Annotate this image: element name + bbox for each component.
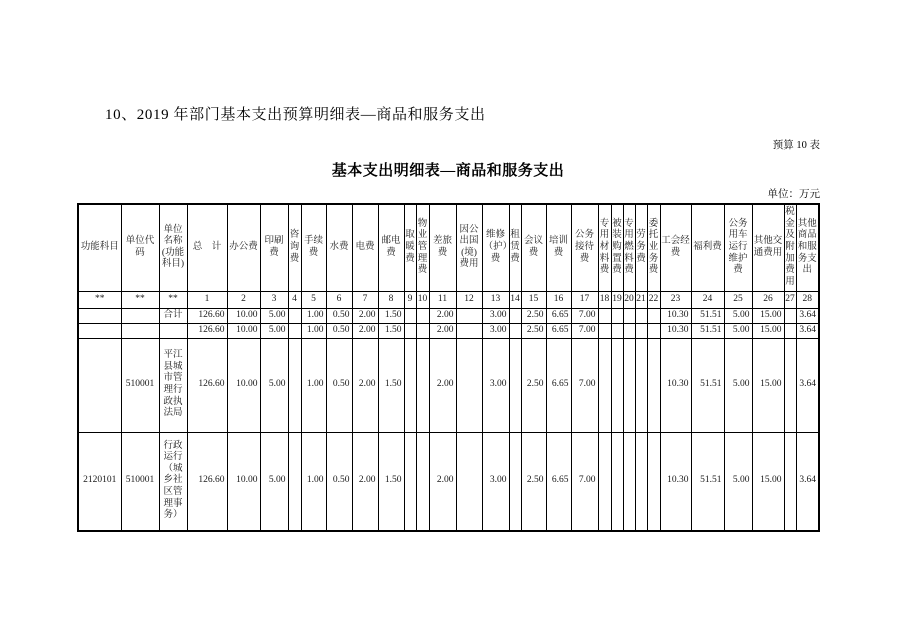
column-code-11: 8 (378, 291, 404, 308)
column-code-1: ** (78, 291, 121, 308)
column-code-2: ** (121, 291, 159, 308)
column-header-30: 税金及附加费用 (784, 204, 796, 291)
value-cell-16: 6.65 (546, 323, 571, 338)
value-cell-3: 5.00 (260, 323, 288, 338)
table-row (78, 308, 819, 323)
table-title: 基本支出明细表—商品和服务支出 (331, 163, 565, 179)
value-cell-26: 15.00 (752, 308, 784, 323)
unit-code-cell: 510001 (121, 432, 159, 531)
value-cell-24: 51.51 (691, 323, 724, 338)
column-header-26: 工会经费 (660, 204, 691, 291)
value-cell-9 (404, 432, 416, 531)
value-cell-23: 10.30 (660, 308, 691, 323)
value-cell-12 (456, 323, 482, 338)
value-cell-12 (456, 308, 482, 323)
unit-code-cell (121, 323, 159, 338)
column-header-19: 培训费 (546, 204, 571, 291)
value-cell-4 (288, 432, 301, 531)
column-header-16: 维修（护）费 (482, 204, 509, 291)
unit-name-cell: 合计 (159, 308, 187, 323)
value-cell-25: 5.00 (724, 308, 752, 323)
value-cell-21 (635, 432, 647, 531)
value-cell-3: 5.00 (260, 338, 288, 432)
column-code-4: 1 (187, 291, 227, 308)
value-cell-3: 5.00 (260, 308, 288, 323)
column-header-1: 功能科目 (78, 204, 121, 291)
column-header-17: 租赁费 (509, 204, 521, 291)
value-cell-13: 3.00 (482, 338, 509, 432)
value-cell-26: 15.00 (752, 432, 784, 531)
value-cell-11: 2.00 (429, 432, 456, 531)
value-cell-20 (623, 338, 635, 432)
value-cell-25: 5.00 (724, 323, 752, 338)
column-code-23: 20 (623, 291, 635, 308)
value-cell-22 (647, 432, 660, 531)
value-cell-25: 5.00 (724, 432, 752, 531)
value-cell-7: 2.00 (352, 338, 378, 432)
value-cell-12 (456, 432, 482, 531)
value-cell-14 (509, 308, 521, 323)
value-cell-25: 5.00 (724, 338, 752, 432)
value-cell-21 (635, 323, 647, 338)
column-header-27: 福利费 (691, 204, 724, 291)
value-cell-10 (416, 432, 429, 531)
value-cell-10 (416, 323, 429, 338)
value-cell-27 (784, 432, 796, 531)
value-cell-7: 2.00 (352, 308, 378, 323)
value-cell-22 (647, 338, 660, 432)
value-cell-13: 3.00 (482, 308, 509, 323)
value-cell-16: 6.65 (546, 432, 571, 531)
value-cell-6: 0.50 (326, 338, 352, 432)
value-cell-24: 51.51 (691, 308, 724, 323)
value-cell-7: 2.00 (352, 432, 378, 531)
value-cell-21 (635, 338, 647, 432)
value-cell-6: 0.50 (326, 308, 352, 323)
value-cell-4 (288, 308, 301, 323)
column-header-4: 总 计 (187, 204, 227, 291)
column-header-7: 咨询费 (288, 204, 301, 291)
column-header-23: 专用燃料费 (623, 204, 635, 291)
column-code-7: 4 (288, 291, 301, 308)
header-code-row (78, 291, 819, 308)
value-cell-15: 2.50 (521, 308, 546, 323)
column-code-12: 9 (404, 291, 416, 308)
value-cell-18 (598, 432, 611, 531)
column-header-28: 公务用车运行维护费 (724, 204, 752, 291)
value-cell-21 (635, 308, 647, 323)
column-code-31: 28 (796, 291, 819, 308)
value-cell-27 (784, 338, 796, 432)
value-cell-28: 3.64 (796, 432, 819, 531)
value-cell-17: 7.00 (571, 338, 598, 432)
value-cell-28: 3.64 (796, 323, 819, 338)
unit-name-cell: 平江县城市管理行政执法局 (159, 338, 187, 432)
column-code-28: 25 (724, 291, 752, 308)
column-code-17: 14 (509, 291, 521, 308)
budget-table (77, 203, 820, 532)
column-code-5: 2 (227, 291, 260, 308)
column-code-18: 15 (521, 291, 546, 308)
column-code-24: 21 (635, 291, 647, 308)
value-cell-9 (404, 338, 416, 432)
table-row (78, 323, 819, 338)
column-code-20: 17 (571, 291, 598, 308)
table-row (78, 432, 819, 531)
value-cell-24: 51.51 (691, 338, 724, 432)
value-cell-2: 10.00 (227, 308, 260, 323)
value-cell-11: 2.00 (429, 338, 456, 432)
value-cell-13: 3.00 (482, 432, 509, 531)
column-code-27: 24 (691, 291, 724, 308)
unit-label: 单位：万元 (767, 189, 820, 200)
value-cell-26: 15.00 (752, 323, 784, 338)
column-header-9: 水费 (326, 204, 352, 291)
value-cell-17: 7.00 (571, 432, 598, 531)
value-cell-17: 7.00 (571, 308, 598, 323)
column-code-13: 10 (416, 291, 429, 308)
value-cell-23: 10.30 (660, 432, 691, 531)
value-cell-19 (611, 432, 623, 531)
value-cell-8: 1.50 (378, 338, 404, 432)
value-cell-19 (611, 338, 623, 432)
value-cell-15: 2.50 (521, 323, 546, 338)
column-code-10: 7 (352, 291, 378, 308)
column-code-6: 3 (260, 291, 288, 308)
column-header-25: 委托业务费 (647, 204, 660, 291)
table-row (78, 338, 819, 432)
table-header (78, 204, 819, 308)
value-cell-8: 1.50 (378, 432, 404, 531)
column-header-21: 专用材料费 (598, 204, 611, 291)
column-header-15: 因公出国(境)费用 (456, 204, 482, 291)
value-cell-15: 2.50 (521, 338, 546, 432)
column-header-31: 其他商品和服务支出 (796, 204, 819, 291)
value-cell-19 (611, 323, 623, 338)
value-cell-13: 3.00 (482, 323, 509, 338)
column-code-30: 27 (784, 291, 796, 308)
value-cell-2: 10.00 (227, 323, 260, 338)
column-header-8: 手续费 (301, 204, 326, 291)
column-header-18: 会议费 (521, 204, 546, 291)
value-cell-18 (598, 338, 611, 432)
value-cell-8: 1.50 (378, 323, 404, 338)
column-header-5: 办公费 (227, 204, 260, 291)
column-header-2: 单位代码 (121, 204, 159, 291)
value-cell-18 (598, 308, 611, 323)
column-code-22: 19 (611, 291, 623, 308)
value-cell-8: 1.50 (378, 308, 404, 323)
value-cell-9 (404, 308, 416, 323)
value-cell-26: 15.00 (752, 338, 784, 432)
func-code-cell: 2120101 (78, 432, 121, 531)
column-code-25: 22 (647, 291, 660, 308)
value-cell-14 (509, 323, 521, 338)
value-cell-18 (598, 323, 611, 338)
value-cell-5: 1.00 (301, 308, 326, 323)
value-cell-20 (623, 323, 635, 338)
column-code-8: 5 (301, 291, 326, 308)
column-header-10: 电费 (352, 204, 378, 291)
column-code-29: 26 (752, 291, 784, 308)
column-header-14: 差旅费 (429, 204, 456, 291)
value-cell-5: 1.00 (301, 432, 326, 531)
value-cell-7: 2.00 (352, 323, 378, 338)
value-cell-5: 1.00 (301, 338, 326, 432)
value-cell-1: 126.60 (187, 323, 227, 338)
value-cell-6: 0.50 (326, 323, 352, 338)
value-cell-14 (509, 338, 521, 432)
value-cell-10 (416, 338, 429, 432)
header-label-row (78, 204, 819, 291)
value-cell-20 (623, 432, 635, 531)
column-header-11: 邮电费 (378, 204, 404, 291)
value-cell-1: 126.60 (187, 338, 227, 432)
column-header-22: 被装购置费 (611, 204, 623, 291)
budget-table-number: 预算 10 表 (772, 140, 820, 151)
value-cell-15: 2.50 (521, 432, 546, 531)
value-cell-6: 0.50 (326, 432, 352, 531)
value-cell-1: 126.60 (187, 308, 227, 323)
value-cell-16: 6.65 (546, 308, 571, 323)
value-cell-10 (416, 308, 429, 323)
value-cell-20 (623, 308, 635, 323)
unit-code-cell: 510001 (121, 338, 159, 432)
column-code-9: 6 (326, 291, 352, 308)
column-code-14: 11 (429, 291, 456, 308)
value-cell-4 (288, 338, 301, 432)
value-cell-5: 1.00 (301, 323, 326, 338)
column-header-24: 劳务费 (635, 204, 647, 291)
func-code-cell (78, 308, 121, 323)
column-code-3: ** (159, 291, 187, 308)
value-cell-14 (509, 432, 521, 531)
table-body (78, 308, 819, 531)
value-cell-4 (288, 323, 301, 338)
column-header-13: 物业管理费 (416, 204, 429, 291)
value-cell-17: 7.00 (571, 323, 598, 338)
unit-code-cell (121, 308, 159, 323)
page-title: 10、2019 年部门基本支出预算明细表—商品和服务支出 (105, 107, 486, 123)
value-cell-28: 3.64 (796, 338, 819, 432)
value-cell-27 (784, 308, 796, 323)
value-cell-11: 2.00 (429, 323, 456, 338)
value-cell-2: 10.00 (227, 338, 260, 432)
value-cell-23: 10.30 (660, 323, 691, 338)
value-cell-1: 126.60 (187, 432, 227, 531)
value-cell-11: 2.00 (429, 308, 456, 323)
func-code-cell (78, 323, 121, 338)
column-header-29: 其他交通费用 (752, 204, 784, 291)
unit-name-cell: 行政运行（城乡社区管理事务） (159, 432, 187, 531)
value-cell-2: 10.00 (227, 432, 260, 531)
value-cell-22 (647, 308, 660, 323)
column-code-19: 16 (546, 291, 571, 308)
value-cell-19 (611, 308, 623, 323)
column-header-6: 印刷费 (260, 204, 288, 291)
column-header-12: 取暖费 (404, 204, 416, 291)
value-cell-23: 10.30 (660, 338, 691, 432)
column-header-3: 单位名称(功能科目) (159, 204, 187, 291)
value-cell-9 (404, 323, 416, 338)
value-cell-22 (647, 323, 660, 338)
func-code-cell (78, 338, 121, 432)
column-code-16: 13 (482, 291, 509, 308)
column-code-26: 23 (660, 291, 691, 308)
value-cell-12 (456, 338, 482, 432)
column-header-20: 公务接待费 (571, 204, 598, 291)
column-code-21: 18 (598, 291, 611, 308)
value-cell-3: 5.00 (260, 432, 288, 531)
value-cell-27 (784, 323, 796, 338)
value-cell-16: 6.65 (546, 338, 571, 432)
unit-name-cell (159, 323, 187, 338)
column-code-15: 12 (456, 291, 482, 308)
value-cell-24: 51.51 (691, 432, 724, 531)
value-cell-28: 3.64 (796, 308, 819, 323)
